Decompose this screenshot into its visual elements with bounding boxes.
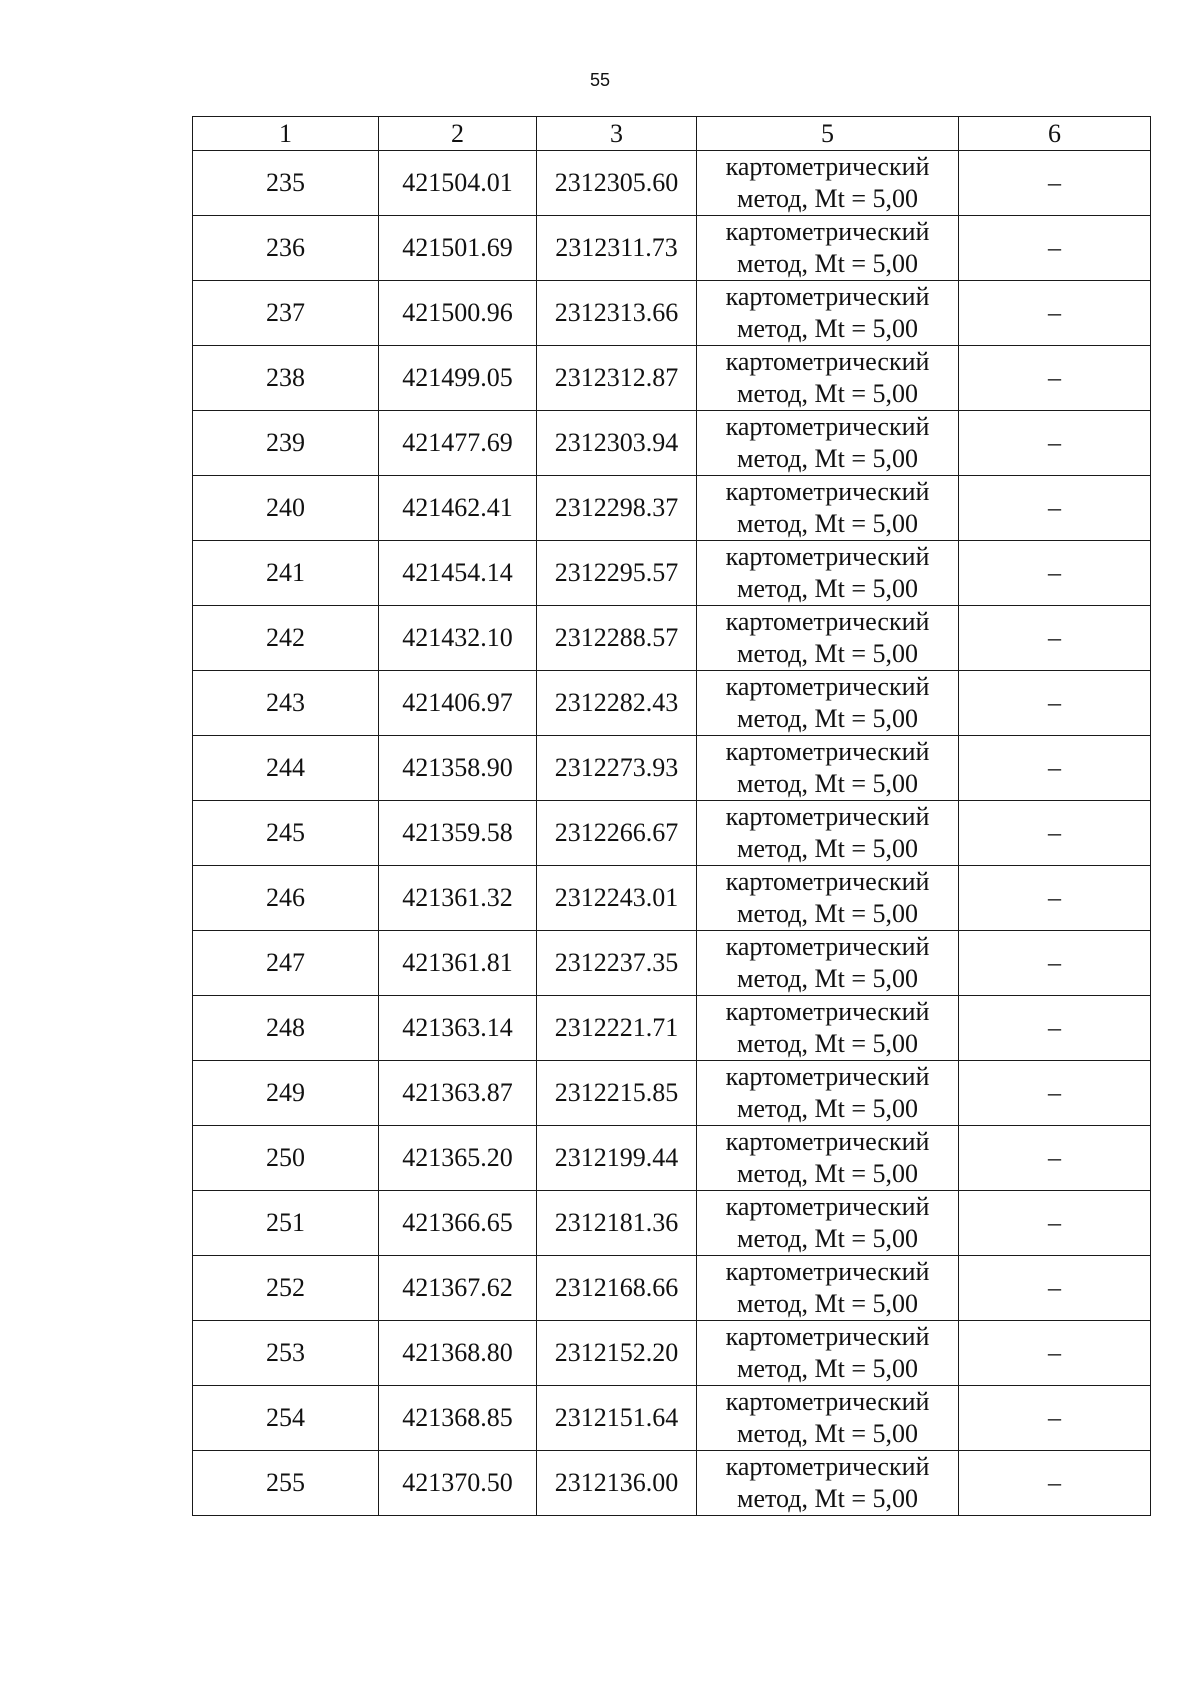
method-cell <box>697 606 959 671</box>
header-col-6: 6 <box>959 117 1151 151</box>
method-line-1: картометрический <box>725 282 930 311</box>
table-row <box>193 1386 1151 1451</box>
x-coordinate-cell: 421361.81 <box>379 931 537 996</box>
y-coordinate-cell: 2312215.85 <box>537 1061 697 1126</box>
method-line-2: метод, Mt = 5,00 <box>737 1419 918 1448</box>
table-row <box>193 1061 1151 1126</box>
table-row <box>193 606 1151 671</box>
x-coordinate-cell: 421454.14 <box>379 541 537 606</box>
point-number-cell: 244 <box>193 736 379 801</box>
y-coordinate-cell: 2312199.44 <box>537 1126 697 1191</box>
method-line-1: картометрический <box>725 1127 930 1156</box>
table-row <box>193 346 1151 411</box>
point-number-cell: 235 <box>193 151 379 216</box>
x-coordinate-cell: 421363.87 <box>379 1061 537 1126</box>
y-coordinate-cell: 2312311.73 <box>537 216 697 281</box>
method-line-2: метод, Mt = 5,00 <box>737 769 918 798</box>
point-number-cell: 248 <box>193 996 379 1061</box>
y-coordinate-cell: 2312288.57 <box>537 606 697 671</box>
y-coordinate-cell: 2312312.87 <box>537 346 697 411</box>
method-line-1: картометрический <box>725 737 930 766</box>
description-cell: – <box>959 866 1151 931</box>
point-number-cell: 253 <box>193 1321 379 1386</box>
method-cell <box>697 736 959 801</box>
method-line-2: метод, Mt = 5,00 <box>737 899 918 928</box>
x-coordinate-cell: 421406.97 <box>379 671 537 736</box>
y-coordinate-cell: 2312266.67 <box>537 801 697 866</box>
method-line-1: картометрический <box>725 867 930 896</box>
method-line-1: картометрический <box>725 217 930 246</box>
table-row <box>193 281 1151 346</box>
point-number-cell: 246 <box>193 866 379 931</box>
method-line-2: метод, Mt = 5,00 <box>737 379 918 408</box>
description-cell: – <box>959 671 1151 736</box>
point-number-cell: 236 <box>193 216 379 281</box>
y-coordinate-cell: 2312168.66 <box>537 1256 697 1321</box>
point-number-cell: 252 <box>193 1256 379 1321</box>
method-cell <box>697 996 959 1061</box>
description-cell: – <box>959 931 1151 996</box>
y-coordinate-cell: 2312136.00 <box>537 1451 697 1516</box>
description-cell: – <box>959 216 1151 281</box>
method-cell <box>697 1386 959 1451</box>
x-coordinate-cell: 421432.10 <box>379 606 537 671</box>
x-coordinate-cell: 421499.05 <box>379 346 537 411</box>
y-coordinate-cell: 2312221.71 <box>537 996 697 1061</box>
method-line-1: картометрический <box>725 347 930 376</box>
coordinates-table <box>192 116 1151 1516</box>
x-coordinate-cell: 421359.58 <box>379 801 537 866</box>
x-coordinate-cell: 421500.96 <box>379 281 537 346</box>
method-line-2: метод, Mt = 5,00 <box>737 1289 918 1318</box>
x-coordinate-cell: 421361.32 <box>379 866 537 931</box>
method-line-2: метод, Mt = 5,00 <box>737 1354 918 1383</box>
y-coordinate-cell: 2312237.35 <box>537 931 697 996</box>
description-cell: – <box>959 1386 1151 1451</box>
method-line-1: картометрический <box>725 152 930 181</box>
method-line-1: картометрический <box>725 1257 930 1286</box>
method-line-1: картометрический <box>725 477 930 506</box>
method-line-1: картометрический <box>725 672 930 701</box>
description-cell: – <box>959 1256 1151 1321</box>
description-cell: – <box>959 1321 1151 1386</box>
method-cell <box>697 931 959 996</box>
x-coordinate-cell: 421501.69 <box>379 216 537 281</box>
method-line-1: картометрический <box>725 802 930 831</box>
point-number-cell: 239 <box>193 411 379 476</box>
table-row <box>193 1451 1151 1516</box>
y-coordinate-cell: 2312273.93 <box>537 736 697 801</box>
table-row <box>193 216 1151 281</box>
method-cell <box>697 1126 959 1191</box>
y-coordinate-cell: 2312152.20 <box>537 1321 697 1386</box>
table-row <box>193 1321 1151 1386</box>
y-coordinate-cell: 2312295.57 <box>537 541 697 606</box>
point-number-cell: 249 <box>193 1061 379 1126</box>
table-row <box>193 931 1151 996</box>
method-cell <box>697 866 959 931</box>
table-row <box>193 671 1151 736</box>
y-coordinate-cell: 2312298.37 <box>537 476 697 541</box>
method-line-2: метод, Mt = 5,00 <box>737 1029 918 1058</box>
method-cell <box>697 801 959 866</box>
x-coordinate-cell: 421370.50 <box>379 1451 537 1516</box>
description-cell: – <box>959 801 1151 866</box>
point-number-cell: 247 <box>193 931 379 996</box>
x-coordinate-cell: 421365.20 <box>379 1126 537 1191</box>
header-col-2: 2 <box>379 117 537 151</box>
method-cell <box>697 1451 959 1516</box>
description-cell: – <box>959 1061 1151 1126</box>
description-cell: – <box>959 346 1151 411</box>
method-line-1: картометрический <box>725 932 930 961</box>
method-line-1: картометрический <box>725 997 930 1026</box>
method-line-1: картометрический <box>725 412 930 441</box>
table-row <box>193 541 1151 606</box>
method-line-2: метод, Mt = 5,00 <box>737 964 918 993</box>
table-row <box>193 411 1151 476</box>
point-number-cell: 255 <box>193 1451 379 1516</box>
description-cell: – <box>959 151 1151 216</box>
method-line-2: метод, Mt = 5,00 <box>737 1484 918 1513</box>
header-col-3: 3 <box>537 117 697 151</box>
method-line-2: метод, Mt = 5,00 <box>737 509 918 538</box>
method-line-1: картометрический <box>725 542 930 571</box>
x-coordinate-cell: 421367.62 <box>379 1256 537 1321</box>
method-cell <box>697 151 959 216</box>
method-line-2: метод, Mt = 5,00 <box>737 704 918 733</box>
method-cell <box>697 1191 959 1256</box>
table-row <box>193 476 1151 541</box>
table-row <box>193 866 1151 931</box>
method-line-2: метод, Mt = 5,00 <box>737 834 918 863</box>
x-coordinate-cell: 421504.01 <box>379 151 537 216</box>
x-coordinate-cell: 421462.41 <box>379 476 537 541</box>
description-cell: – <box>959 606 1151 671</box>
table-row <box>193 1126 1151 1191</box>
description-cell: – <box>959 411 1151 476</box>
header-col-5: 5 <box>697 117 959 151</box>
description-cell: – <box>959 996 1151 1061</box>
x-coordinate-cell: 421366.65 <box>379 1191 537 1256</box>
point-number-cell: 237 <box>193 281 379 346</box>
description-cell: – <box>959 541 1151 606</box>
method-line-2: метод, Mt = 5,00 <box>737 444 918 473</box>
method-cell <box>697 281 959 346</box>
table-row <box>193 1256 1151 1321</box>
description-cell: – <box>959 1451 1151 1516</box>
header-row <box>193 117 1151 151</box>
method-line-1: картометрический <box>725 1192 930 1221</box>
point-number-cell: 241 <box>193 541 379 606</box>
method-line-2: метод, Mt = 5,00 <box>737 184 918 213</box>
point-number-cell: 254 <box>193 1386 379 1451</box>
table-body <box>193 151 1151 1516</box>
point-number-cell: 242 <box>193 606 379 671</box>
method-cell <box>697 671 959 736</box>
y-coordinate-cell: 2312303.94 <box>537 411 697 476</box>
method-cell <box>697 216 959 281</box>
y-coordinate-cell: 2312243.01 <box>537 866 697 931</box>
y-coordinate-cell: 2312181.36 <box>537 1191 697 1256</box>
method-line-2: метод, Mt = 5,00 <box>737 639 918 668</box>
method-line-2: метод, Mt = 5,00 <box>737 1159 918 1188</box>
description-cell: – <box>959 736 1151 801</box>
table-row <box>193 736 1151 801</box>
header-col-1: 1 <box>193 117 379 151</box>
x-coordinate-cell: 421363.14 <box>379 996 537 1061</box>
method-line-1: картометрический <box>725 1322 930 1351</box>
table-row <box>193 1191 1151 1256</box>
description-cell: – <box>959 1126 1151 1191</box>
method-cell <box>697 411 959 476</box>
method-cell <box>697 1256 959 1321</box>
method-line-2: метод, Mt = 5,00 <box>737 249 918 278</box>
x-coordinate-cell: 421368.80 <box>379 1321 537 1386</box>
table-header <box>193 117 1151 151</box>
method-line-2: метод, Mt = 5,00 <box>737 574 918 603</box>
y-coordinate-cell: 2312305.60 <box>537 151 697 216</box>
point-number-cell: 250 <box>193 1126 379 1191</box>
table-row <box>193 996 1151 1061</box>
description-cell: – <box>959 281 1151 346</box>
x-coordinate-cell: 421358.90 <box>379 736 537 801</box>
method-line-1: картометрический <box>725 1387 930 1416</box>
method-line-1: картометрический <box>725 607 930 636</box>
method-cell <box>697 1061 959 1126</box>
table-row <box>193 151 1151 216</box>
y-coordinate-cell: 2312313.66 <box>537 281 697 346</box>
method-line-1: картометрический <box>725 1452 930 1481</box>
method-line-2: метод, Mt = 5,00 <box>737 314 918 343</box>
method-cell <box>697 476 959 541</box>
x-coordinate-cell: 421477.69 <box>379 411 537 476</box>
method-line-2: метод, Mt = 5,00 <box>737 1094 918 1123</box>
point-number-cell: 245 <box>193 801 379 866</box>
y-coordinate-cell: 2312151.64 <box>537 1386 697 1451</box>
method-cell <box>697 541 959 606</box>
y-coordinate-cell: 2312282.43 <box>537 671 697 736</box>
point-number-cell: 240 <box>193 476 379 541</box>
x-coordinate-cell: 421368.85 <box>379 1386 537 1451</box>
method-cell <box>697 1321 959 1386</box>
method-line-1: картометрический <box>725 1062 930 1091</box>
method-line-2: метод, Mt = 5,00 <box>737 1224 918 1253</box>
point-number-cell: 243 <box>193 671 379 736</box>
description-cell: – <box>959 476 1151 541</box>
point-number-cell: 238 <box>193 346 379 411</box>
table-row <box>193 801 1151 866</box>
point-number-cell: 251 <box>193 1191 379 1256</box>
page-number: 55 <box>589 70 611 90</box>
description-cell: – <box>959 1191 1151 1256</box>
method-cell <box>697 346 959 411</box>
